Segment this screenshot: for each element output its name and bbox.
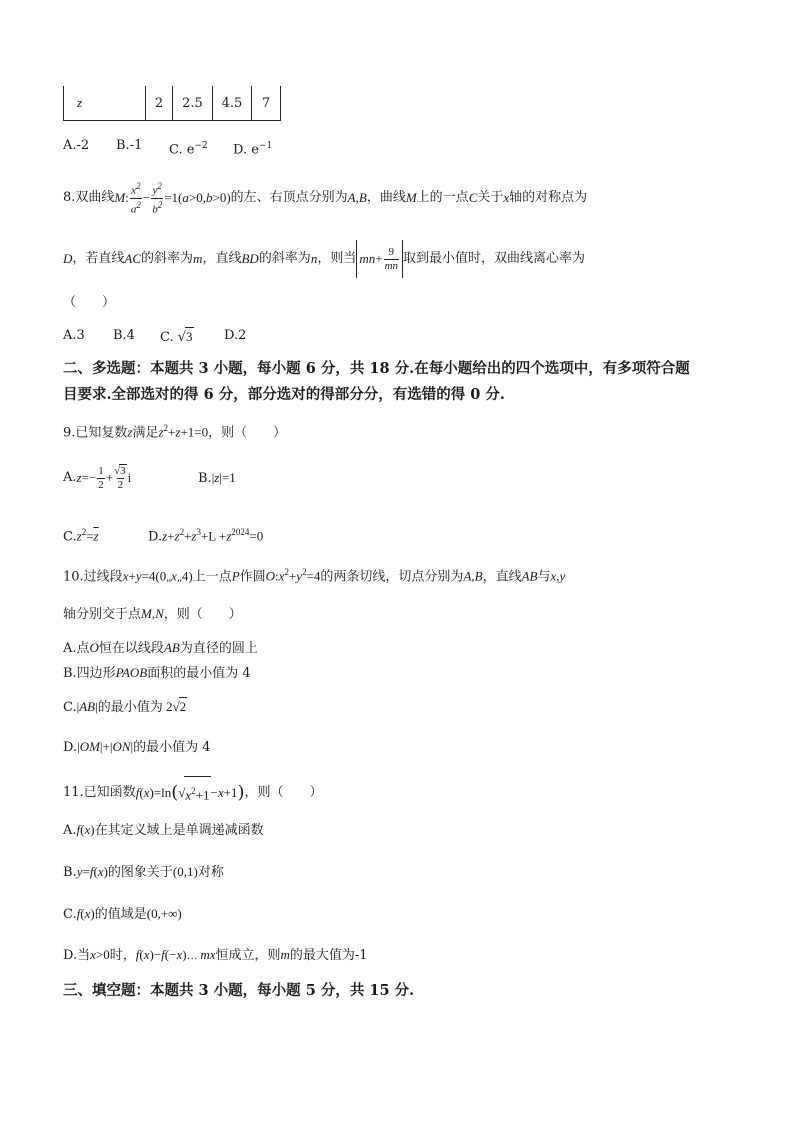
section3-heading: 三、填空题：本题共 3 小题，每小题 5 分，共 15 分. bbox=[63, 982, 415, 999]
q8-answer-paren: （ ） bbox=[63, 295, 116, 310]
q9-option-c: $C.z^2=\overline{z}$ bbox=[63, 527, 99, 545]
q10-option-a: A.点O恒在以线段AB为直径的圆上 bbox=[63, 640, 258, 656]
q9-option-d: $D.z+z^2+z^3+L +z^{2024}=0$ bbox=[148, 527, 264, 545]
q10-stem-line1: 10.过线段x+y=4(0„x„4)上一点P作圆$O:x^2+y^2=4$的两条切线，切点分别为A,B，直线AB与x,y bbox=[63, 567, 566, 585]
q11-option-b: B.y=f(x)的图象关于(0,1)对称 bbox=[63, 864, 224, 880]
section2-heading-line1: 二、多选题：本题共 3 小题，每小题 6 分，共 18 分.在每小题给出的四个选项中，有多项符合题 bbox=[63, 360, 690, 377]
q8-option-b: B.4 bbox=[113, 328, 135, 343]
table-cell: 2.5 bbox=[173, 86, 213, 121]
q7-option-a: A.-2 bbox=[63, 138, 90, 153]
q11-option-d: D.当x>0时，f(x)−f(−x)… mx恒成立，则m的最大值为-1 bbox=[63, 947, 368, 963]
q11-stem: 11.已知函数 f ( x )=ln ( √ $x^2+1$ − x +1 ) ，则（ ） bbox=[63, 776, 323, 810]
q9-option-b: B.|z|=1 bbox=[198, 470, 236, 486]
q7-option-c: C. $e^{-2}$ bbox=[169, 141, 208, 158]
q7-option-b: B.-1 bbox=[116, 138, 143, 153]
q8-option-c: C. √3 bbox=[160, 329, 193, 345]
q8-stem-line2: D ，若直线 AC 的斜率为 m ，直线 BD 的斜率为 n ，则当 mn + $\frac{9}{mn}$ 取到最小值时，双曲线离心率为 bbox=[63, 240, 585, 278]
q7-option-d: D. $e^{-1}$ bbox=[233, 141, 273, 158]
q8-option-a: A.3 bbox=[63, 328, 85, 343]
q10-option-b: B.四边形PAOB面积的最小值为 4 bbox=[63, 665, 251, 681]
section2-heading-line2: 目要求.全部选对的得 6 分，部分选对的得部分分，有选错的得 0 分. bbox=[63, 386, 505, 403]
q10-option-d: D.|OM|+|ON|的最小值为 4 bbox=[63, 739, 211, 755]
table-cell: 7 bbox=[252, 86, 281, 121]
table-cell: 4.5 bbox=[213, 86, 252, 121]
value-table bbox=[63, 86, 281, 121]
q9-option-a: A. z =− $\frac{1}{2}$ + $\frac{√3}{2}$ i bbox=[63, 464, 132, 491]
q10-option-c: C.|AB|的最小值为 2√2 bbox=[63, 699, 187, 715]
q11-option-c: C.f(x)的值域是(0,+∞) bbox=[63, 906, 182, 922]
table-cell: 2 bbox=[146, 86, 173, 121]
q8-option-d: D.2 bbox=[224, 328, 247, 343]
q9-stem: 9.已知复数z满足$z^2+z+1=0$，则（ ） bbox=[63, 423, 287, 441]
table-label: z bbox=[64, 86, 146, 121]
q11-option-a: A.f(x)在其定义域上是单调递减函数 bbox=[63, 822, 264, 838]
q10-stem-line2: 轴分别交于点M,N，则（ ） bbox=[63, 606, 242, 622]
q8-stem-line1: 8.双曲线 M : $\frac{x^2}{a^2}$ − $\frac{y^2}{b^2}$ =1( a >0, b >0) 的左、右顶点分别为 A,B ，曲线 M 上的一点 C 关于 x 轴的对称点为 bbox=[63, 181, 588, 216]
